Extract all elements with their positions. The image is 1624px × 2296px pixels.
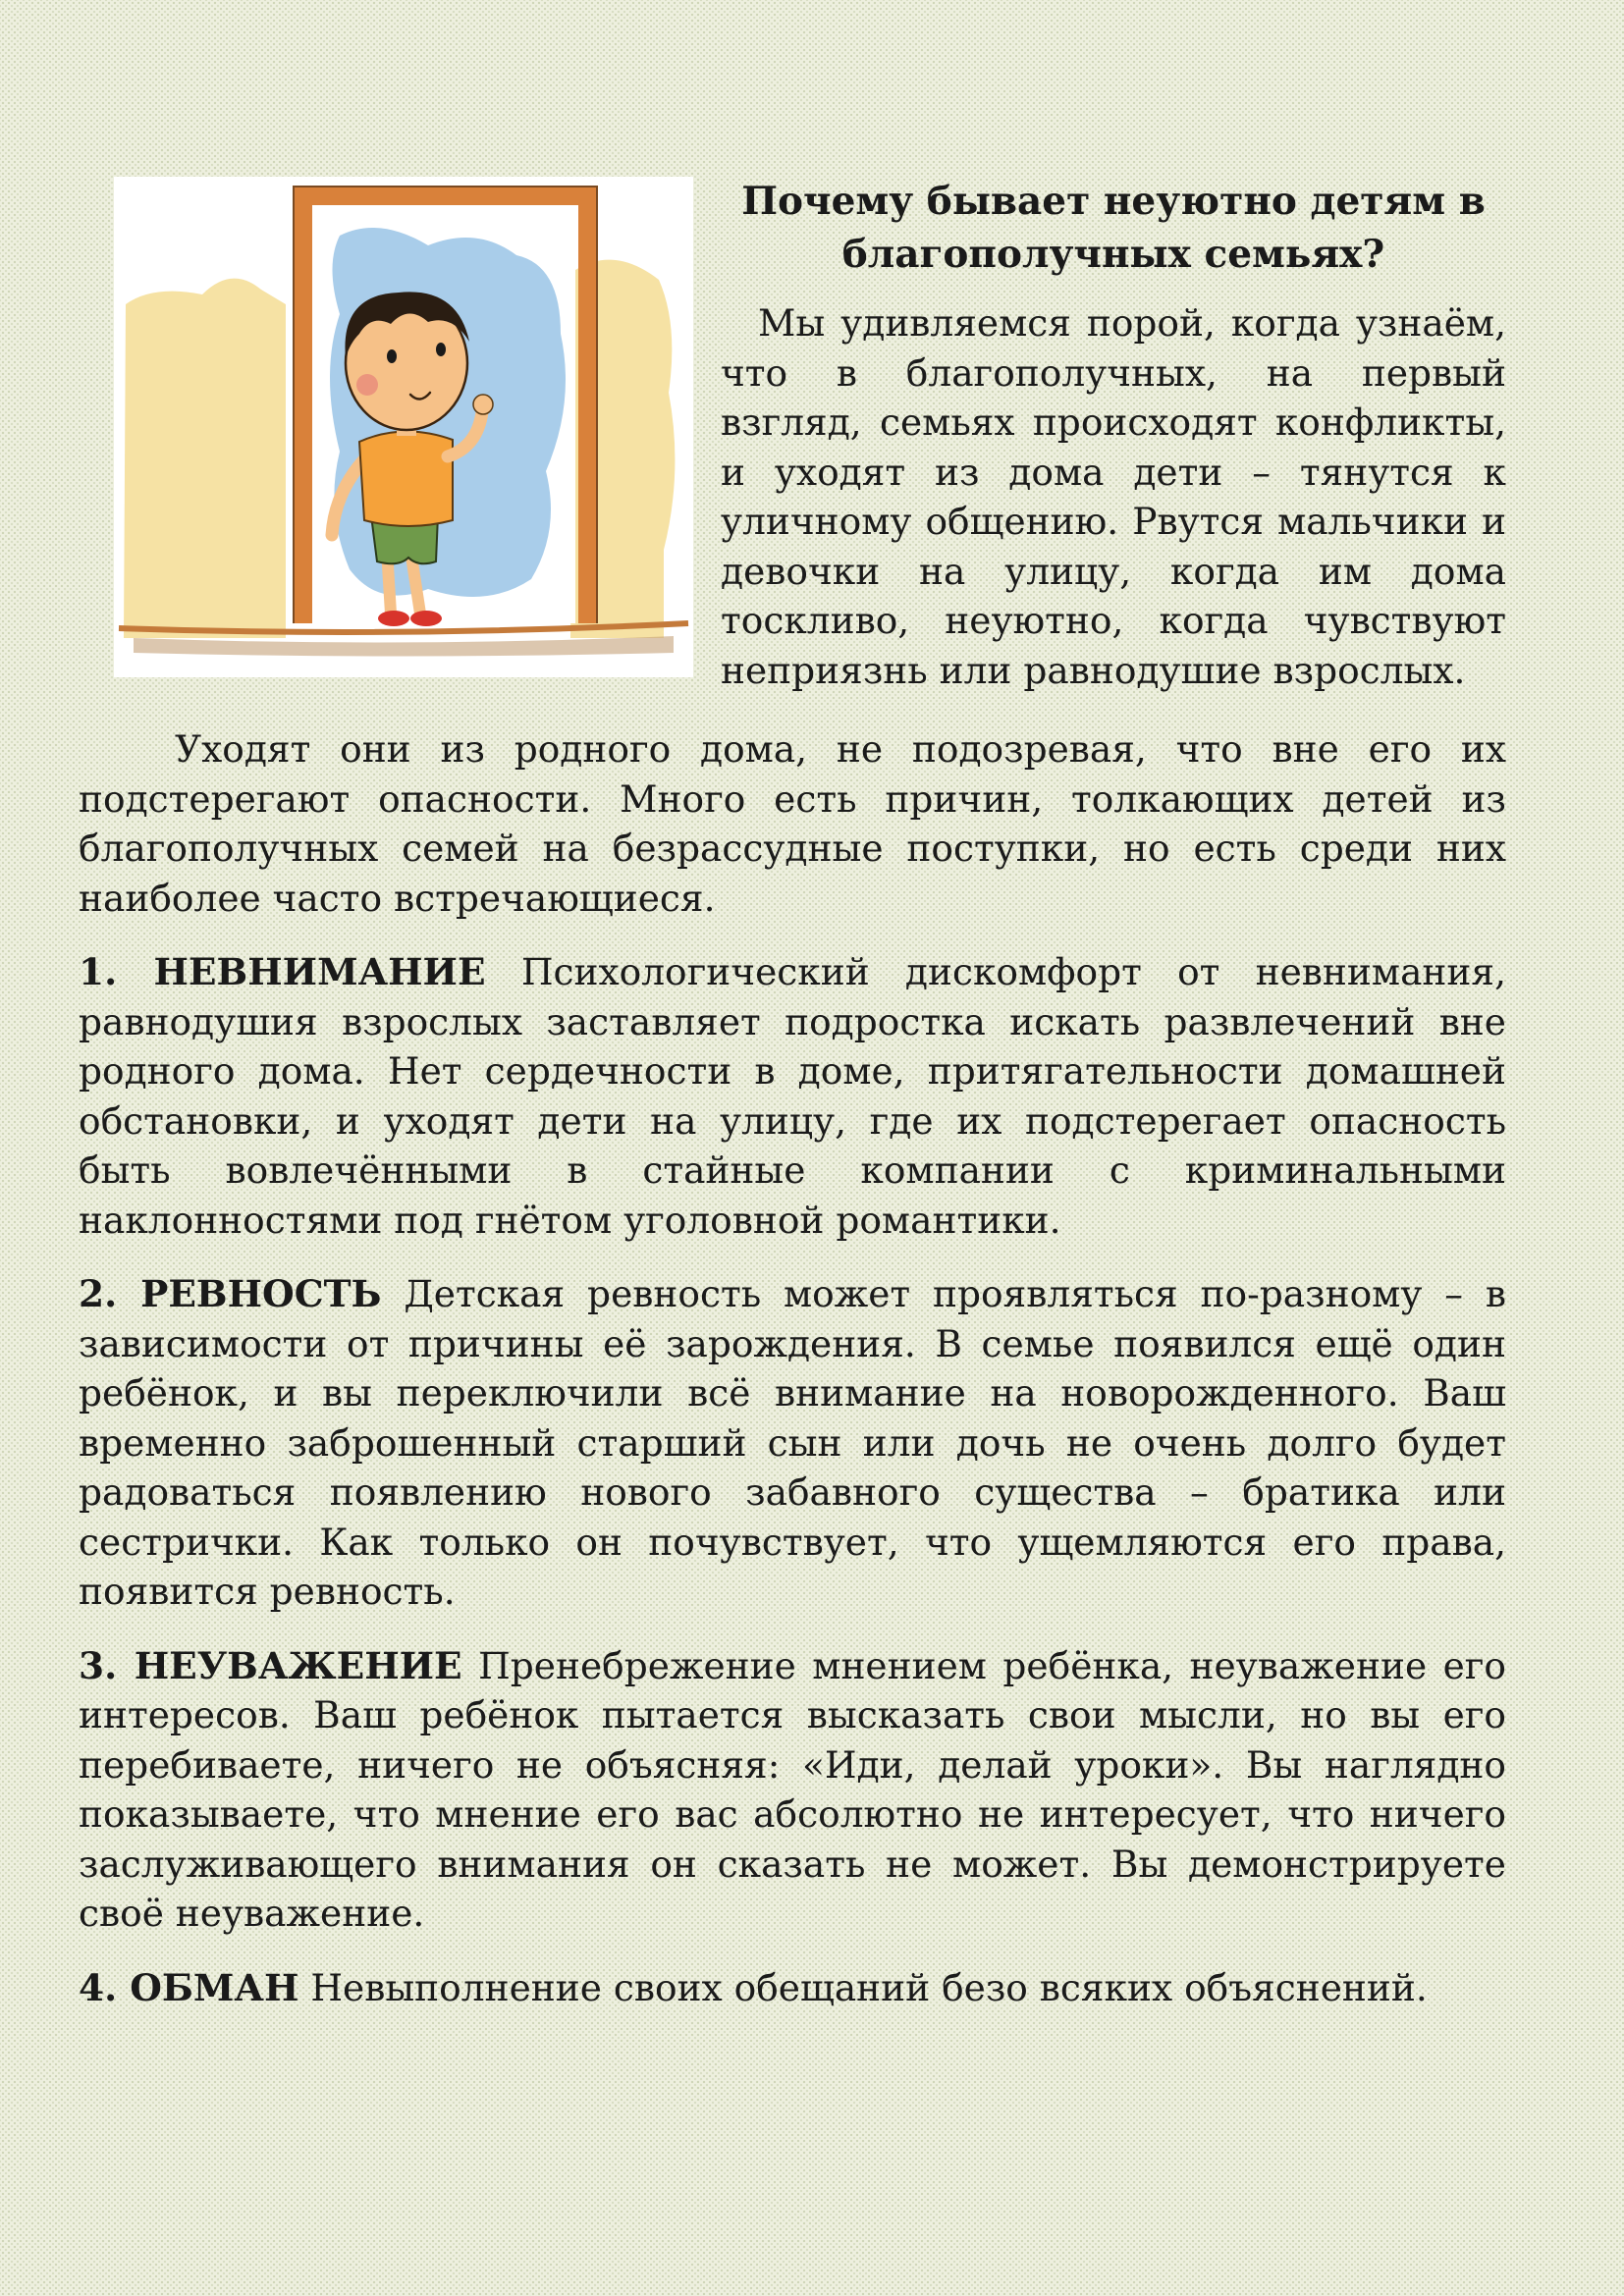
hand-right xyxy=(473,395,493,414)
list-item-text: Психологический дискомфорт от невнимания, равнодушия взрослых заставляет подростка искать развлечений вне родного дома. Нет сердечности в доме, притягательности домашней обстановки, и уходят дети на улицу, где их подстерегает опасность быть вовлечёнными в стайные компании с криминальными наклонностями под гнётом уголовной романтики. xyxy=(79,950,1506,1242)
paragraph-2: Уходят они из родного дома, не подозревая, что вне его их подстерегают опасности. Много есть причин, толкающих детей из благополучных семей на безрассудные поступки, но есть среди них наиболее часто встречающиеся. xyxy=(79,727,1506,920)
list-item-3 xyxy=(79,1641,1506,1939)
floor-shadow xyxy=(134,636,674,657)
shoe-right xyxy=(410,611,442,626)
list-item-4 xyxy=(79,1963,1506,2013)
shoe-left xyxy=(378,611,409,626)
wall-shape-left xyxy=(124,279,286,638)
cheek xyxy=(356,374,378,396)
page-title: Почему бывает неуютно детям в благополучных семьях? xyxy=(741,179,1486,277)
list-item-text: Детская ревность может проявляться по-разному – в зависимости от причины её зарождения. В семье появился ещё один ребёнок, и вы переключили всё внимание на новорожденного. Ваш временно заброшенный старший сын или дочь не очень долго будет радоваться появлению нового забавного существа – братика или сестрички. Как только он почувствует, что ущемляются его права, появится ревность. xyxy=(79,1272,1507,1613)
list-item-text: Пренебрежение мнением ребёнка, неуважение его интересов. Ваш ребёнок пытается высказать свои мысли, но вы его перебиваете, ничего не объясняя: «Иди, делай уроки». Вы наглядно показываете, что мнение его вас абсолютно не интересует, что ничего заслуживающего внимания он сказать не может. Вы демонстрируете своё неуважение. xyxy=(79,1643,1506,1935)
list-item-heading: 1. НЕВНИМАНИЕ xyxy=(79,950,486,993)
list-item-text: Невыполнение своих обещаний безо всяких объяснений. xyxy=(310,1965,1428,2009)
list-item-heading: 4. ОБМАН xyxy=(79,1965,299,2009)
list-item-heading: 2. РЕВНОСТЬ xyxy=(79,1272,382,1315)
list-item-1 xyxy=(79,947,1506,1245)
eye-left xyxy=(387,349,397,363)
intro-paragraph: Мы удивляемся порой, когда узнаём, что в благополучных, на первый взгляд, семьях происходят конфликты, и уходят из дома дети – тянутся к уличному общению. Рвутся мальчики и девочки на улицу, когда им дома тоскливо, неуютно, когда чувствуют неприязнь или равнодушие взрослых. xyxy=(721,301,1506,692)
article xyxy=(79,175,1506,2012)
eye-right xyxy=(436,343,446,356)
list-item-2 xyxy=(79,1269,1506,1617)
shirt xyxy=(359,431,453,526)
list-item-heading: 3. НЕУВАЖЕНИЕ xyxy=(79,1643,462,1687)
boy-in-doorway-illustration xyxy=(114,177,693,677)
